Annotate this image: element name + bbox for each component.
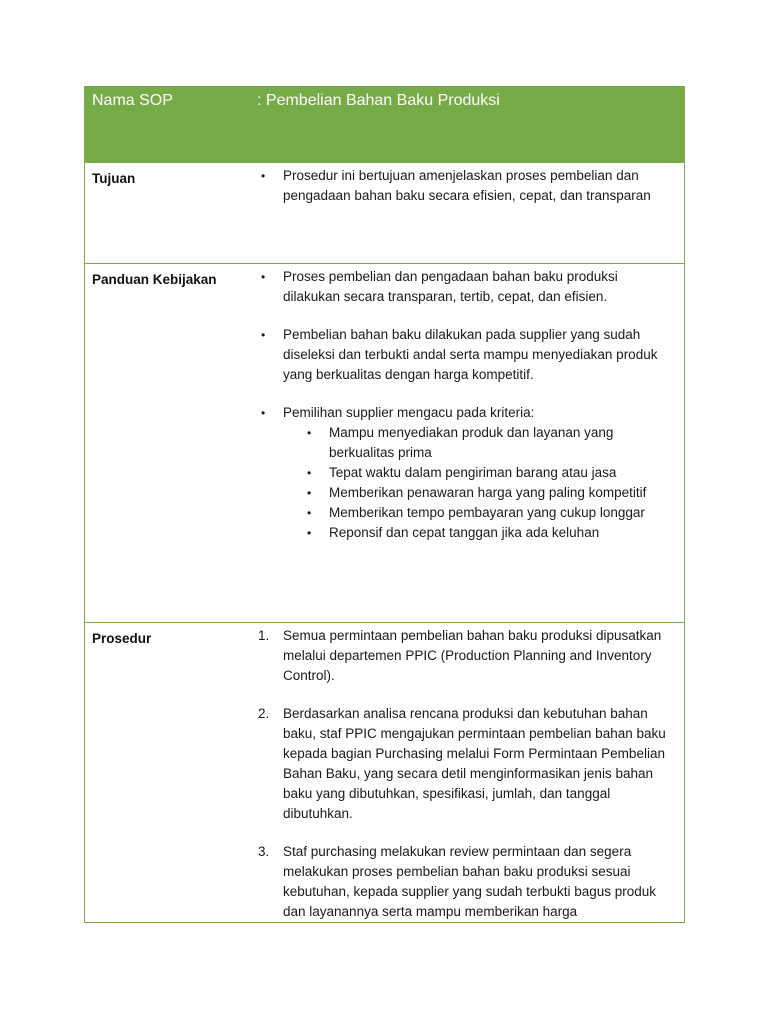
criteria-text: Mampu menyediakan produk dan layanan yang berkualitas prima [329, 425, 614, 460]
numbered-item-text: Berdasarkan analisa rencana produksi dan kebutuhan bahan baku, staf PPIC mengajukan permintaan pembelian bahan baku kepada bagian Purchasing melalui Form Permintaan Pembelian Bahan Baku, yang secara detil menginformasikan jenis bahan baku yang dibutuhkan, spesifikasi, jumlah, dan tanggal dibutuhkan. [283, 706, 666, 821]
sop-table [84, 86, 685, 923]
list-item [257, 166, 676, 206]
bullet-icon: • [261, 169, 266, 183]
item-number: 1. [258, 628, 270, 643]
numbered-item [257, 704, 676, 824]
list-item-text: Proses pembelian dan pengadaan bahan baku produksi dilakukan secara transparan, tertib, cepat, dan efisien. [283, 269, 618, 304]
criteria-item [257, 423, 676, 463]
prosedur-row [85, 622, 684, 922]
criteria-text: Memberikan tempo pembayaran yang cukup longgar [329, 505, 645, 520]
sop-header-row [85, 87, 684, 162]
criteria-item [257, 523, 676, 543]
criteria-text: Tepat waktu dalam pengiriman barang atau jasa [329, 465, 617, 480]
list-item-text: Prosedur ini bertujuan amenjelaskan proses pembelian dan pengadaan bahan baku secara efisien, cepat, dan transparan [283, 168, 651, 203]
list-item-text: Pembelian bahan baku dilakukan pada supplier yang sudah diseleksi dan terbukti andal serta mampu menyediakan produk yang berkualitas dengan harga kompetitif. [283, 327, 658, 382]
tujuan-row [85, 162, 684, 263]
criteria-item [257, 463, 676, 483]
tujuan-content [249, 163, 684, 263]
numbered-item-text: Semua permintaan pembelian bahan baku produksi dipusatkan melalui departemen PPIC (Production Planning and Inventory Control). [283, 628, 662, 683]
sop-title: : Pembelian Bahan Baku Produksi [257, 92, 500, 109]
criteria-text: Memberikan penawaran harga yang paling kompetitif [329, 485, 647, 500]
criteria-text: Reponsif dan cepat tanggan jika ada keluhan [329, 525, 600, 540]
list-item-text: Pemilihan supplier mengacu pada kriteria: [283, 405, 535, 420]
bullet-icon: • [261, 270, 266, 284]
tujuan-label: Tujuan [92, 171, 136, 186]
criteria-item [257, 483, 676, 503]
panduan-kebijakan-row [85, 263, 684, 622]
bullet-icon: • [307, 526, 312, 540]
numbered-item [257, 842, 676, 922]
list-item [257, 403, 676, 423]
criteria-item [257, 503, 676, 523]
bullet-icon: • [261, 328, 266, 342]
panduan-kebijakan-content [249, 264, 684, 622]
list-item [257, 325, 676, 385]
bullet-icon: • [307, 486, 312, 500]
bullet-icon: • [307, 426, 312, 440]
item-number: 3. [258, 844, 270, 859]
prosedur-label: Prosedur [92, 631, 152, 646]
list-item [257, 267, 676, 307]
numbered-item-text: Staf purchasing melakukan review permintaan dan segera melakukan proses pembelian bahan baku produksi sesuai kebutuhan, kepada supplier yang sudah terbukti bagus produk dan layanannya serta mampu memberikan harga [283, 844, 657, 919]
sop-name-label: Nama SOP [92, 92, 173, 109]
bullet-icon: • [261, 406, 266, 420]
bullet-icon: • [307, 466, 312, 480]
item-number: 2. [258, 706, 270, 721]
panduan-kebijakan-label: Panduan Kebijakan [92, 272, 217, 287]
prosedur-content [249, 623, 684, 922]
numbered-item [257, 626, 676, 686]
criteria-list [257, 423, 676, 543]
bullet-icon: • [307, 506, 312, 520]
